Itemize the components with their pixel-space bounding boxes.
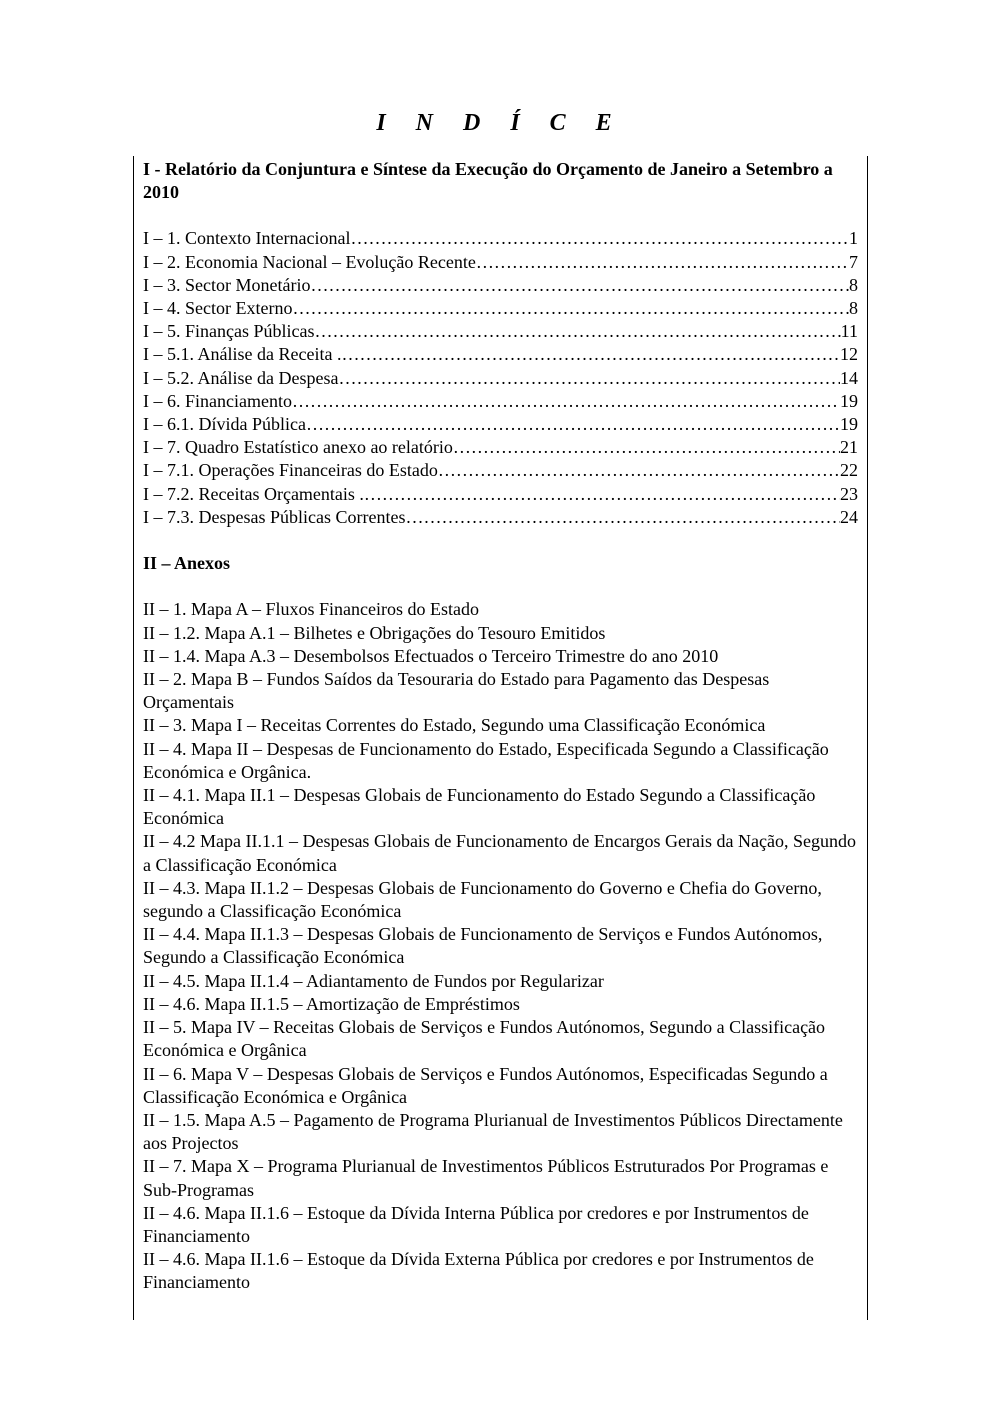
section-2-items bbox=[143, 598, 858, 1294]
toc-entry[interactable] bbox=[143, 483, 858, 506]
toc-entry-page: 14 bbox=[840, 367, 858, 388]
toc-entry[interactable] bbox=[143, 297, 858, 320]
annex-item[interactable]: II – 7. Mapa X – Programa Plurianual de Investimentos Públicos Estruturados Por Programas e Sub-Programas bbox=[143, 1156, 829, 1200]
toc-entry[interactable] bbox=[143, 320, 858, 343]
page-title: I N D Í C E bbox=[376, 110, 624, 136]
toc-entry-page: 19 bbox=[840, 390, 858, 411]
toc-entry[interactable] bbox=[143, 436, 858, 459]
dot-leader bbox=[292, 390, 840, 413]
annex-item[interactable]: II – 4.1. Mapa II.1 – Despesas Globais de Funcionamento do Estado Segundo a Classificação Económica bbox=[143, 785, 816, 829]
toc-entry-label: I – 7.1. Operações Financeiras do Estado bbox=[143, 460, 438, 481]
index-content bbox=[143, 158, 858, 1295]
dot-leader bbox=[310, 274, 849, 297]
toc-entry-page: 7 bbox=[849, 251, 858, 272]
annex-item[interactable]: II – 4.2 Mapa II.1.1 – Despesas Globais de Funcionamento de Encargos Gerais da Nação, Segundo a Classificação Económica bbox=[143, 831, 856, 875]
toc-entry-page: 8 bbox=[849, 274, 858, 295]
toc-entry-label: I – 7.3. Despesas Públicas Correntes bbox=[143, 506, 406, 527]
toc-entry-label: I – 1. Contexto Internacional bbox=[143, 228, 351, 249]
toc-entry-page: 12 bbox=[840, 344, 858, 365]
annex-item[interactable]: II – 4.3. Mapa II.1.2 – Despesas Globais de Funcionamento do Governo e Chefia do Governo, segundo a Classificação Económica bbox=[143, 877, 822, 922]
toc-entry-label: I – 7.2. Receitas Orçamentais . bbox=[143, 483, 364, 504]
dot-leader bbox=[405, 506, 840, 529]
annex-item[interactable]: II – 1.4. Mapa A.3 – Desembolsos Efectuados o Terceiro Trimestre do ano 2010 bbox=[143, 645, 719, 666]
toc-entry[interactable] bbox=[143, 227, 858, 250]
toc-entry[interactable] bbox=[143, 343, 858, 366]
section-1-heading: I - Relatório da Conjuntura e Síntese da Execução do Orçamento de Janeiro a Setembro a 2010 bbox=[143, 159, 833, 203]
spacer bbox=[143, 529, 858, 552]
section-2-heading: II – Anexos bbox=[143, 553, 231, 574]
toc-entry-label: I – 5.1. Análise da Receita . bbox=[143, 344, 342, 365]
dot-leader bbox=[306, 413, 840, 436]
toc-entry-label: I – 7. Quadro Estatístico anexo ao relatório bbox=[143, 437, 453, 458]
dot-leader bbox=[292, 297, 849, 320]
annex-item[interactable]: II – 1.2. Mapa A.1 – Bilhetes e Obrigações do Tesouro Emitidos bbox=[143, 622, 606, 643]
toc-entry-page: 24 bbox=[840, 506, 858, 527]
annex-item[interactable]: II – 4.6. Mapa II.1.6 – Estoque da Dívida Externa Pública por credores e por Instrumentos de Financiamento bbox=[143, 1249, 814, 1293]
toc-entry[interactable] bbox=[143, 506, 858, 529]
toc-entry-label: I – 2. Economia Nacional – Evolução Recente bbox=[143, 251, 476, 272]
toc-entry[interactable] bbox=[143, 274, 858, 297]
annex-item[interactable]: II – 4.6. Mapa II.1.5 – Amortização de Empréstimos bbox=[143, 993, 520, 1014]
annex-item[interactable]: II – 4.5. Mapa II.1.4 – Adiantamento de Fundos por Regularizar bbox=[143, 970, 604, 991]
toc-entry-label: I – 5. Finanças Públicas bbox=[143, 321, 315, 342]
dot-leader bbox=[476, 251, 849, 274]
section-1-entries bbox=[143, 227, 858, 529]
annex-item[interactable]: II – 1.5. Mapa A.5 – Pagamento de Programa Plurianual de Investimentos Públicos Directamente aos Projectos bbox=[143, 1109, 843, 1154]
annex-item[interactable]: II – 1. Mapa A – Fluxos Financeiros do Estado bbox=[143, 599, 479, 620]
dot-leader bbox=[341, 343, 840, 366]
toc-entry[interactable] bbox=[143, 390, 858, 413]
annex-item[interactable]: II – 3. Mapa I – Receitas Correntes do Estado, Segundo uma Classificação Económica bbox=[143, 715, 766, 736]
toc-entry-page: 21 bbox=[840, 437, 858, 458]
toc-entry[interactable] bbox=[143, 251, 858, 274]
annex-item[interactable]: II – 5. Mapa IV – Receitas Globais de Serviços e Fundos Autónomos, Segundo a Classificação Económica e Orgânica bbox=[143, 1017, 826, 1061]
toc-entry-page: 1 bbox=[849, 228, 858, 249]
dot-leader bbox=[338, 367, 840, 390]
annex-item[interactable]: II – 2. Mapa B – Fundos Saídos da Tesouraria do Estado para Pagamento das Despesas Orçamentais bbox=[143, 669, 770, 713]
annex-item[interactable]: II – 4.6. Mapa II.1.6 – Estoque da Dívida Interna Pública por credores e por Instrumentos de Financiamento bbox=[143, 1202, 809, 1246]
toc-entry[interactable] bbox=[143, 459, 858, 482]
toc-entry-label: I – 4. Sector Externo bbox=[143, 298, 293, 319]
toc-entry[interactable] bbox=[143, 413, 858, 436]
toc-entry-page: 22 bbox=[840, 460, 858, 481]
toc-entry-label: I – 6. Financiamento bbox=[143, 390, 292, 411]
toc-entry-page: 19 bbox=[840, 414, 858, 435]
toc-entry-label: I – 6.1. Dívida Pública bbox=[143, 414, 306, 435]
toc-entry-page: 23 bbox=[840, 483, 858, 504]
toc-entry-page: 8 bbox=[849, 298, 858, 319]
annex-item[interactable]: II – 4. Mapa II – Despesas de Funcionamento do Estado, Especificada Segundo a Classificação Económica e Orgânica. bbox=[143, 738, 829, 782]
toc-entry-page: 11 bbox=[840, 321, 858, 342]
toc-entry-label: I – 5.2. Análise da Despesa bbox=[143, 367, 339, 388]
annex-item[interactable]: II – 4.4. Mapa II.1.3 – Despesas Globais de Funcionamento de Serviços e Fundos Autónomos, Segundo a Classificação Económica bbox=[143, 924, 823, 968]
dot-leader bbox=[438, 459, 840, 482]
dot-leader bbox=[364, 483, 840, 506]
dot-leader bbox=[350, 227, 849, 250]
annex-item[interactable]: II – 6. Mapa V – Despesas Globais de Serviços e Fundos Autónomos, Especificadas Segundo a Classificação Económica e Orgânica bbox=[143, 1063, 828, 1107]
toc-entry-label: I – 3. Sector Monetário bbox=[143, 274, 311, 295]
toc-entry[interactable] bbox=[143, 367, 858, 390]
dot-leader bbox=[453, 436, 840, 459]
dot-leader bbox=[314, 320, 840, 343]
